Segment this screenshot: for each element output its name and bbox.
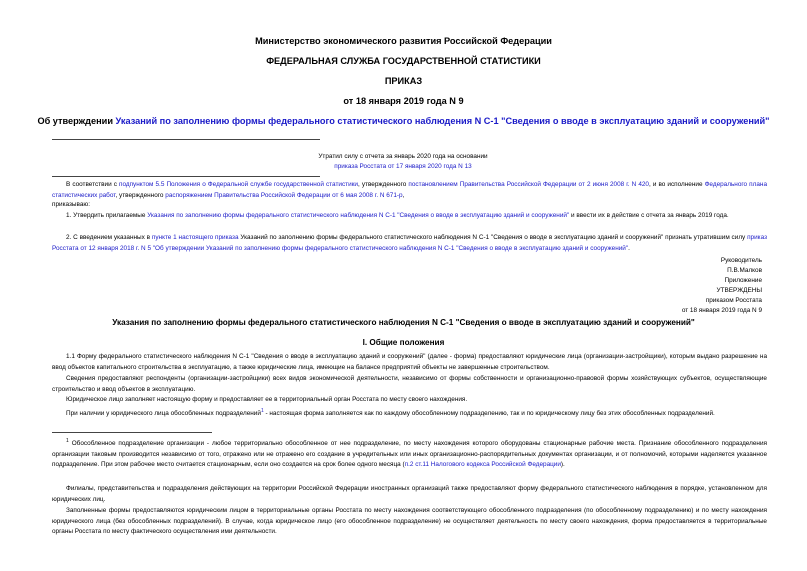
text: , и во исполнение: [648, 181, 705, 188]
signer-name: П.В.Малков: [727, 267, 762, 274]
footnote-reference[interactable]: 1: [260, 408, 264, 414]
text: ,: [402, 191, 405, 199]
section-1-paragraph: [52, 406, 767, 420]
footnote: [52, 436, 767, 471]
divider: [52, 139, 320, 140]
item-2: [52, 233, 767, 254]
ministry-heading: Министерство экономического развития Российской Федерации: [255, 36, 552, 46]
repealed-order-link[interactable]: приказ Росстата от 12 января 2018 г. N 5 "Об утверждении Указаний по заполнению формы федерального статистического наблюдения N С-1 "Сведения о вводе в эксплуатацию зданий и сооружений": [52, 234, 768, 252]
instructions-link[interactable]: Указания по заполнению формы федерального статистического наблюдения N С-1 "Сведения о вводе в эксплуатацию зданий и сооружений": [147, 212, 570, 219]
order-word: приказываю:: [52, 201, 90, 208]
doc-type-heading: ПРИКАЗ: [384, 76, 423, 86]
signer-role: Руководитель: [720, 257, 762, 264]
approved-by: приказом Росстата: [705, 297, 762, 304]
preamble-paragraph: [52, 180, 767, 201]
document-title: [30, 116, 777, 126]
section-1-paragraph: Филиалы, представительства и подразделения действующих на территории Российской Федерации иностранных организаций также предоставляют форму федерального статистического наблюдения в порядке, установленном для юридических лиц.: [52, 485, 767, 503]
instructions-title: Указания по заполнению формы федерального статистического наблюдения N С-1 "Сведения о вводе в эксплуатацию зданий и сооружений": [112, 318, 695, 327]
status-note-link[interactable]: приказа Росстата от 17 января 2020 года N 13: [334, 163, 472, 170]
tax-code-link[interactable]: п.2 ст.11 Налогового кодекса Российской Федерации: [404, 461, 561, 469]
title-prefix: Об утверждении: [37, 116, 116, 126]
section-1-paragraph: Сведения предоставляют респонденты (организации-застройщики) всех видов экономической деятельности, независимо от формы собственности и организационно-правовой формы хозяйствующих субъектов, осуществляющие строительство и ввод объектов в эксплуатацию.: [52, 375, 767, 393]
order-link[interactable]: распоряжением Правительства Российской Федерации от 6 мая 2008 г. N 671-р: [165, 191, 403, 199]
text: и ввести их в действие с отчета за январь 2019 года.: [569, 212, 729, 219]
item-1: [52, 211, 767, 222]
regulation-link[interactable]: подпунктом 5.5 Положения о Федеральной службе государственной статистики: [118, 181, 359, 188]
text: 2. С введением указанных в: [66, 234, 152, 241]
decree-link[interactable]: постановлением Правительства Российской Федерации от 2 июня 2008 г. N 420: [408, 181, 649, 188]
text: , утвержденного: [115, 191, 166, 199]
service-heading: ФЕДЕРАЛЬНАЯ СЛУЖБА ГОСУДАРСТВЕННОЙ СТАТИСТИКИ: [266, 56, 541, 66]
text: В соответствии с: [66, 181, 119, 188]
footnote-mark: 1: [66, 438, 69, 444]
text: Обособленное подразделение организации - любое территориально обособленное от нее подразделение, по месту нахождения которого оборудованы стационарные рабочие места. Признание обособленного подразделения организации таковым производится независимо от того, отражено или не отражено его создание в учредительных или иных организационно-распорядительных документах организации, и от полномочий, которыми наделяется указанное подразделение. При этом рабочее место считается стационарным, если оно создается на срок более одного месяца (: [52, 440, 767, 469]
divider: [52, 176, 320, 177]
text: Указаний по заполнению формы федерального статистического наблюдения N С-1 "Сведения о вводе в эксплуатацию зданий и сооружений" признать утратившим силу: [238, 234, 748, 241]
text: - настоящая форма заполняется как по каждому обособленному подразделению, так и по юридическому лицу без этих обособленных подразделений.: [263, 410, 715, 418]
text: .: [628, 244, 630, 252]
section-1-paragraph: Заполненные формы предоставляются юридическим лицом в территориальные органы Росстата по месту нахождения соответствующего обособленного подразделения (по обособленному подразделению) и по месту нахождения юридического лица (без обособленных подразделений). В случае, когда юридическое лицо (его обособленное подразделение) не осуществляет деятельность по месту своего нахождения, форма предоставляется в территориальные органы Росстата по месту фактического осуществления ими деятельности.: [52, 507, 767, 535]
section-1-paragraph: Юридическое лицо заполняет настоящую форму и предоставляет ее в территориальный орган Росстата по месту своего нахождения.: [66, 396, 468, 403]
plan-link[interactable]: Федерального плана статистических работ: [52, 181, 768, 199]
text: При наличии у юридического лица обособленных подразделений: [66, 410, 261, 418]
clause-link[interactable]: пункте 1 настоящего приказа: [151, 234, 239, 241]
text: , утвержденного: [358, 181, 409, 188]
approved-label: УТВЕРЖДЕНЫ: [716, 287, 762, 294]
status-note: [230, 152, 576, 172]
text: ).: [560, 461, 565, 469]
section-1-paragraph: 1.1 Форму федерального статистического наблюдения N С-1 "Сведения о вводе в эксплуатацию зданий и сооружений" (далее - форма) предоставляют юридические лица (организации-застройщики), которым выдано разрешение на ввод объектов капитального строительства в эксплуатацию, а также юридические лица, имеющие на балансе предприятий объекты не завершенные строительством.: [52, 353, 767, 371]
section-1-title: I. Общие положения: [362, 338, 445, 347]
text: 1. Утвердить прилагаемые: [66, 212, 148, 219]
title-link[interactable]: Указаний по заполнению формы федерального статистического наблюдения N С-1 "Сведения о вводе в эксплуатацию зданий и сооружений": [115, 116, 770, 126]
footnote-divider: [52, 432, 212, 433]
approved-date: от 18 января 2019 года N 9: [681, 307, 762, 314]
date-number-heading: от 18 января 2019 года N 9: [343, 96, 464, 106]
signature-block: [682, 256, 762, 316]
status-note-line: Утратил силу с отчета за январь 2020 года на основании: [318, 153, 488, 160]
appendix-label: Приложение: [724, 277, 762, 284]
